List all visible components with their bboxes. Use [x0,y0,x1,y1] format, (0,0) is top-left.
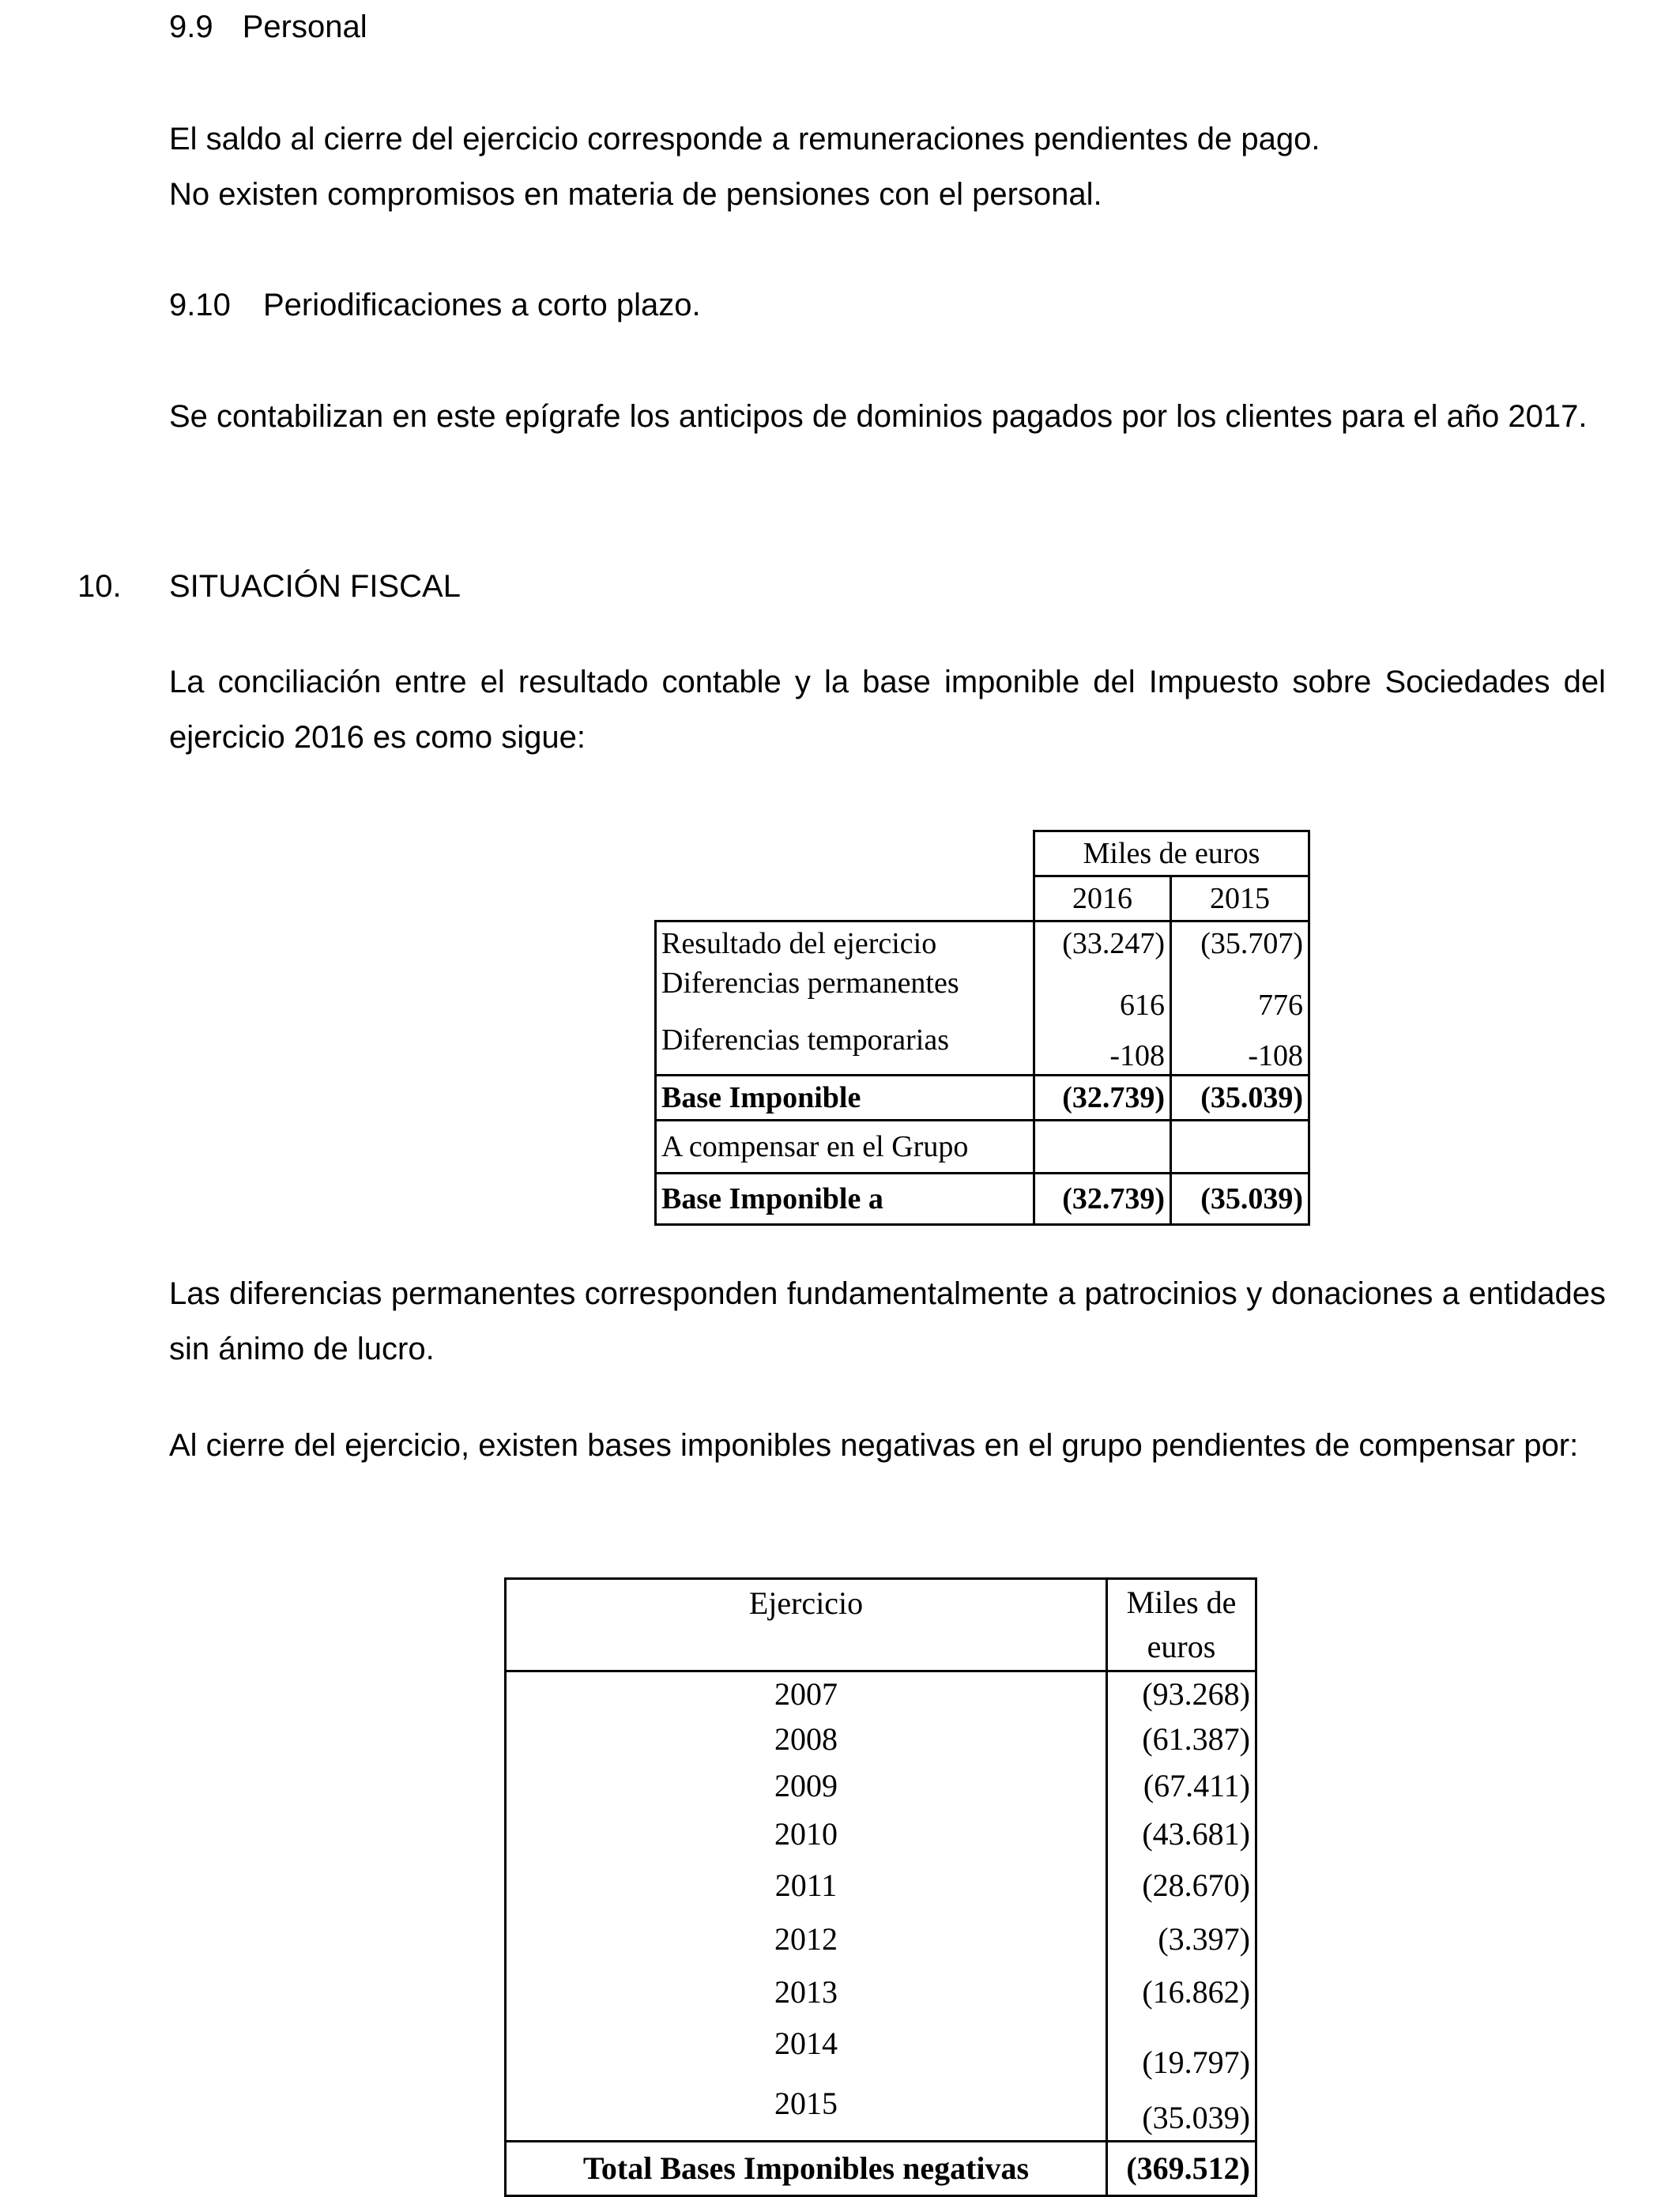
value-cell: (3.397) [1158,1921,1250,1957]
row-value-2016: -108 [1034,1023,1171,1076]
table-row [506,2018,1256,2085]
value-cell: (19.797) [1142,2044,1250,2080]
column-header-2015: 2015 [1171,876,1309,921]
row-label: Diferencias permanentes [656,965,1034,1023]
value-cell: (61.387) [1142,1721,1250,1757]
value-cell: (93.268) [1142,1676,1250,1712]
total-value: (369.512) [1107,2142,1256,2196]
table-row [506,1671,1256,1717]
total-label: Total Bases Imponibles negativas [506,2142,1107,2196]
table-total-row [506,2142,1256,2196]
table-row [656,1023,1309,1076]
section-10-number: 10. [77,569,122,604]
table-row [656,1076,1309,1121]
row-value-2015 [1171,1121,1309,1174]
row-value-2016 [1034,1121,1171,1174]
year-cell: 2012 [506,1912,1107,1966]
table-row [506,1810,1256,1859]
value-cell: (35.039) [1142,2100,1250,2135]
negative-tax-bases-table [504,1577,1257,2197]
year-cell: 2013 [506,1966,1107,2018]
table-row [656,1121,1309,1174]
table-row [506,1912,1256,1966]
value-cell: (67.411) [1143,1768,1250,1803]
row-value-2016: (32.739) [1034,1076,1171,1121]
column-header-2016: 2016 [1034,876,1171,921]
row-label: Base Imponible a [656,1174,1034,1225]
row-value-2015: -108 [1171,1023,1309,1076]
section-10-title: SITUACIÓN FISCAL [169,569,461,604]
row-value-2015: 776 [1171,965,1309,1023]
year-cell: 2014 [506,2018,1107,2085]
year-cell: 2007 [506,1671,1107,1717]
row-value-2016: (33.247) [1034,921,1171,966]
paragraph-personal-1: El saldo al cierre del ejercicio corresponde a remuneraciones pendientes de pago. [169,122,1320,156]
year-cell: 2008 [506,1717,1107,1762]
section-title: Periodificaciones a corto plazo. [262,288,701,322]
value-cell: (28.670) [1142,1867,1250,1903]
table-group-header: Miles de euros [1034,831,1309,876]
section-9-9-heading [169,11,367,43]
row-value-2015: (35.707) [1171,921,1309,966]
table-row [656,965,1309,1023]
value-cell: (43.681) [1142,1816,1250,1852]
value-cell: (16.862) [1142,1974,1250,2010]
row-label: A compensar en el Grupo [656,1121,1034,1174]
year-cell: 2010 [506,1810,1107,1859]
year-cell: 2015 [506,2085,1107,2142]
section-title: Personal [242,9,367,44]
row-label: Diferencias temporarias [656,1023,1034,1076]
table-row [506,2085,1256,2142]
year-cell: 2009 [506,1762,1107,1810]
conciliation-table [654,830,1310,1226]
table-row [506,1859,1256,1912]
row-label: Base Imponible [656,1076,1034,1121]
table-row [506,1762,1256,1810]
paragraph-conciliacion: La conciliación entre el resultado contable y la base imponible del Impuesto sobre Sociedades del ejercicio 2016 es como sigue: [169,665,1606,755]
table-row [506,1966,1256,2018]
column-header-year: Ejercicio [506,1579,1107,1671]
paragraph-bases-negativas: Al cierre del ejercicio, existen bases imponibles negativas en el grupo pendientes de compensar por: [169,1428,1579,1463]
table-row [656,1174,1309,1225]
row-label: Resultado del ejercicio [656,921,1034,966]
column-header-value-line1: Miles de [1126,1585,1237,1620]
year-cell: 2011 [506,1859,1107,1912]
row-value-2015: (35.039) [1171,1174,1309,1225]
paragraph-personal-2: No existen compromisos en materia de pensiones con el personal. [169,177,1102,212]
row-value-2015: (35.039) [1171,1076,1309,1121]
column-header-value-line2: euros [1147,1629,1216,1664]
section-9-10-heading [169,289,701,321]
section-number: 9.10 [169,288,231,322]
section-number: 9.9 [169,9,213,44]
paragraph-periodificaciones: Se contabilizan en este epígrafe los anticipos de dominios pagados por los clientes para el año 2017. [169,399,1588,434]
column-header-value [1107,1579,1256,1671]
table-row [656,921,1309,966]
row-value-2016: (32.739) [1034,1174,1171,1225]
table-row [506,1717,1256,1762]
row-value-2016: 616 [1034,965,1171,1023]
paragraph-diferencias: Las diferencias permanentes corresponden fundamentalmente a patrocinios y donaciones a entidades sin ánimo de lucro. [169,1276,1606,1366]
